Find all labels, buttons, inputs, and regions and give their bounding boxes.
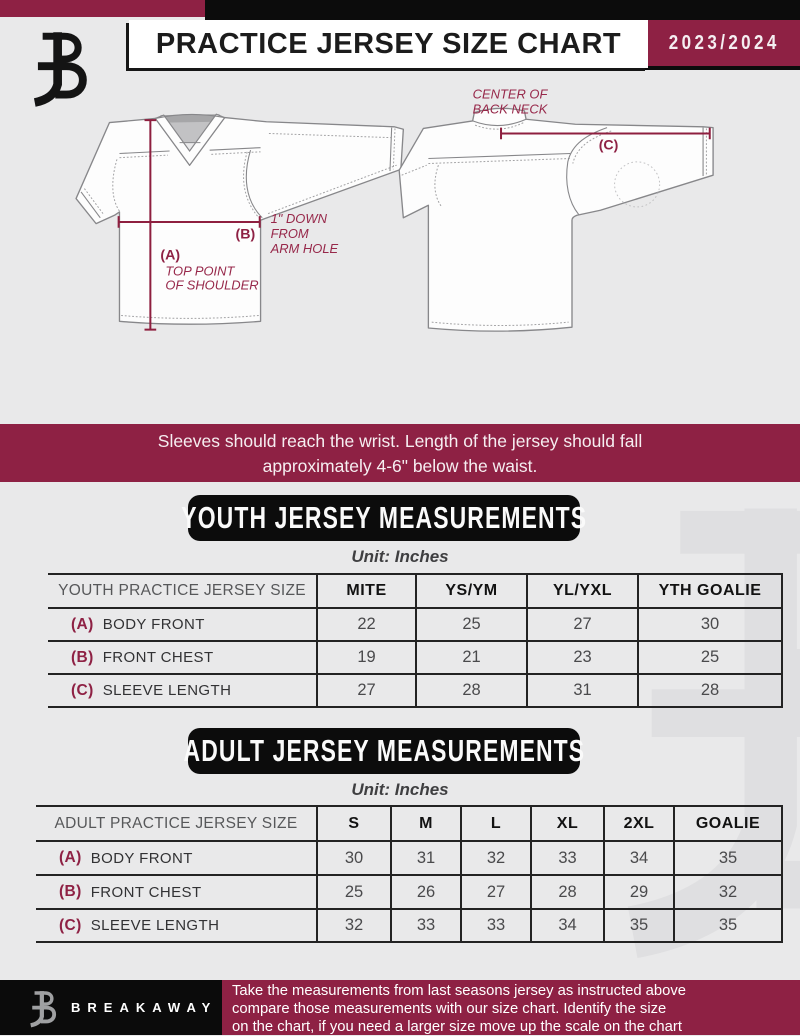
table-value: 33 <box>392 910 462 943</box>
label-c-note-2: BACK NECK <box>472 101 548 117</box>
adult-unit-label: Unit: Inches <box>351 780 449 799</box>
jersey-measurement-diagram <box>0 70 800 424</box>
table-value: 25 <box>417 609 528 642</box>
table-value: 23 <box>528 642 639 675</box>
adult-section-title-box <box>183 728 585 774</box>
adult-row-label-a: (A) BODY FRONT <box>36 842 318 876</box>
banner-line-2: approximately 4-6" below the waist. <box>262 456 538 476</box>
header-maroon-strip <box>0 0 205 17</box>
adult-col-goalie: GOALIE <box>675 805 783 842</box>
table-value: 32 <box>318 910 392 943</box>
adult-table-row-header: ADULT PRACTICE JERSEY SIZE <box>36 805 318 842</box>
table-value: 27 <box>528 609 639 642</box>
table-value: 31 <box>392 842 462 876</box>
youth-table-row-header: YOUTH PRACTICE JERSEY SIZE <box>48 573 318 609</box>
breakaway-b-logo-icon <box>24 26 96 108</box>
footer <box>0 980 800 1035</box>
table-value: 21 <box>417 642 528 675</box>
youth-unit-label: Unit: Inches <box>351 547 449 566</box>
fit-instruction-banner <box>0 424 800 482</box>
label-c-note-1: CENTER OF <box>472 86 548 102</box>
youth-col-ysym: YS/YM <box>417 573 528 609</box>
page-title: PRACTICE JERSEY SIZE CHART <box>155 27 622 60</box>
back-jersey-drawing <box>399 108 713 331</box>
footer-line-3: on the chart, if you need a larger size move up the scale on the chart <box>232 1018 682 1035</box>
adult-col-2xl: 2XL <box>605 805 675 842</box>
table-value: 35 <box>675 842 783 876</box>
breakaway-b-logo-icon-small <box>26 988 60 1028</box>
table-value: 34 <box>532 910 605 943</box>
adult-size-table <box>36 805 783 943</box>
table-value: 32 <box>675 876 783 910</box>
table-value: 27 <box>462 876 532 910</box>
label-c: (C) <box>598 137 619 154</box>
youth-col-ylyxl: YL/YXL <box>528 573 639 609</box>
page-title-box <box>129 20 648 68</box>
table-value: 30 <box>639 609 783 642</box>
adult-row-label-c: (C) SLEEVE LENGTH <box>36 910 318 943</box>
table-value: 25 <box>318 876 392 910</box>
label-b: (B) <box>235 226 256 243</box>
adult-section-title: ADULT JERSEY MEASUREMENTS <box>183 733 585 768</box>
adult-col-xl: XL <box>532 805 605 842</box>
table-value: 27 <box>318 675 417 708</box>
header <box>0 0 800 70</box>
label-b-note-2: FROM <box>270 225 309 241</box>
label-b-note-3: ARM HOLE <box>270 240 339 256</box>
adult-col-m: M <box>392 805 462 842</box>
footer-instructions <box>222 980 800 1035</box>
youth-row-label-b: (B) FRONT CHEST <box>48 642 318 675</box>
youth-row-label-a: (A) BODY FRONT <box>48 609 318 642</box>
table-value: 30 <box>318 842 392 876</box>
youth-section-title-box <box>181 495 587 541</box>
youth-col-goalie: YTH GOALIE <box>639 573 783 609</box>
label-a-note-1: TOP POINT <box>165 263 235 279</box>
adult-col-l: L <box>462 805 532 842</box>
banner-line-1: Sleeves should reach the wrist. Length of the jersey should fall <box>157 431 643 451</box>
youth-row-label-c: (C) SLEEVE LENGTH <box>48 675 318 708</box>
table-value: 28 <box>532 876 605 910</box>
youth-section-title: YOUTH JERSEY MEASUREMENTS <box>181 500 587 535</box>
youth-size-table <box>48 573 783 708</box>
table-value: 31 <box>528 675 639 708</box>
table-value: 34 <box>605 842 675 876</box>
table-value: 35 <box>675 910 783 943</box>
label-a: (A) <box>160 247 181 264</box>
table-value: 35 <box>605 910 675 943</box>
season-label: 2023/2024 <box>668 31 780 54</box>
youth-col-mite: MITE <box>318 573 417 609</box>
adult-row-label-b: (B) FRONT CHEST <box>36 876 318 910</box>
front-jersey-drawing <box>76 114 403 324</box>
brand-name: BREAKAWAY <box>71 1000 218 1015</box>
table-value: 19 <box>318 642 417 675</box>
table-value: 33 <box>462 910 532 943</box>
table-value: 28 <box>417 675 528 708</box>
footer-brand-block <box>0 980 222 1035</box>
table-value: 28 <box>639 675 783 708</box>
label-a-note-2: OF SHOULDER <box>165 277 259 293</box>
label-b-note-1: 1" DOWN <box>270 210 327 226</box>
table-value: 25 <box>639 642 783 675</box>
footer-line-1: Take the measurements from last seasons jersey as instructed above <box>232 982 686 999</box>
table-value: 22 <box>318 609 417 642</box>
table-value: 26 <box>392 876 462 910</box>
table-value: 32 <box>462 842 532 876</box>
season-badge <box>648 20 800 66</box>
table-value: 33 <box>532 842 605 876</box>
table-value: 29 <box>605 876 675 910</box>
footer-line-2: compare those measurements with our size chart. Identify the size <box>232 1000 667 1017</box>
adult-col-s: S <box>318 805 392 842</box>
